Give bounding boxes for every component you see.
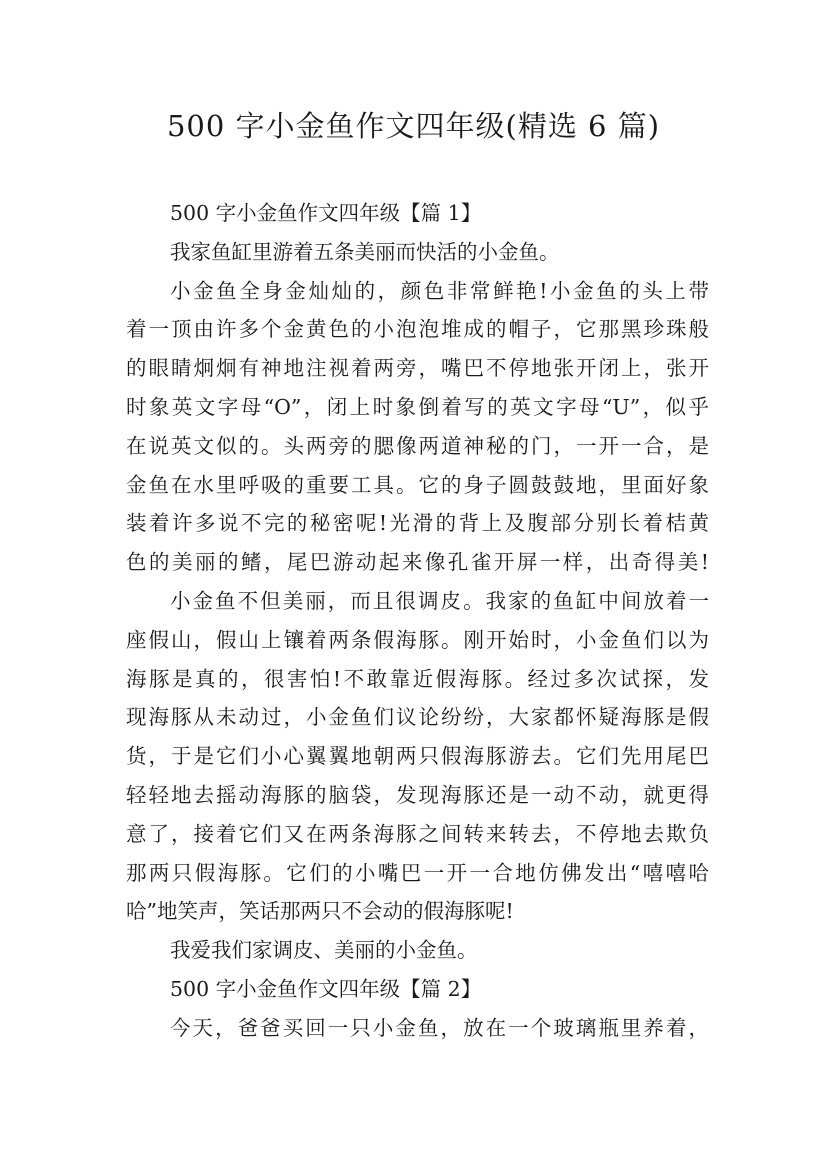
section-heading: 500 字小金鱼作文四年级【篇 2】 [170, 976, 482, 1001]
document-body [126, 194, 709, 1048]
text-line: 的眼睛炯炯有神地注视着两旁，嘴巴不停地张开闭上，张开 [126, 356, 709, 381]
text-line: 那两只假海豚。它们的小嘴巴一开一合地仿佛发出“嘻嘻哈 [126, 860, 709, 885]
text-line: 我家鱼缸里游着五条美丽而快活的小金鱼。 [170, 239, 560, 264]
text-line: 海豚是真的，很害怕!不敢靠近假海豚。经过多次试探，发 [126, 666, 709, 691]
text-line: 哈”地笑声，笑话那两只不会动的假海豚呢! [126, 899, 514, 924]
text-line: 今天，爸爸买回一只小金鱼，放在一个玻璃瓶里养着， [170, 1015, 709, 1040]
text-line: 座假山，假山上镶着两条假海豚。刚开始时，小金鱼们以为 [126, 627, 709, 652]
text-line: 金鱼在水里呼吸的重要工具。它的身子圆鼓鼓地，里面好象 [126, 472, 709, 497]
document-title: 500 字小金鱼作文四年级(精选 6 篇) [166, 109, 661, 143]
text-line: 在说英文似的。头两旁的腮像两道神秘的门，一开一合，是 [126, 433, 709, 458]
text-line: 意了，接着它们又在两条海豚之间转来转去，不停地去欺负 [126, 821, 709, 846]
text-line: 着一顶由许多个金黄色的小泡泡堆成的帽子，它那黑珍珠般 [126, 317, 709, 342]
text-line: 色的美丽的鳍，尾巴游动起来像孔雀开屏一样，出奇得美! [126, 550, 709, 575]
text-line: 现海豚从未动过，小金鱼们议论纷纷，大家都怀疑海豚是假 [126, 705, 709, 730]
section-heading: 500 字小金鱼作文四年级【篇 1】 [170, 201, 482, 225]
text-line: 我爱我们家调皮、美丽的小金鱼。 [170, 938, 478, 963]
text-line: 货，于是它们小心翼翼地朝两只假海豚游去。它们先用尾巴 [126, 744, 709, 769]
text-line: 小金鱼全身金灿灿的，颜色非常鲜艳!小金鱼的头上带 [170, 278, 709, 303]
text-line: 装着许多说不完的秘密呢!光滑的背上及腹部分别长着桔黄 [126, 511, 709, 536]
text-line: 小金鱼不但美丽，而且很调皮。我家的鱼缸中间放着一 [170, 588, 709, 613]
text-line: 时象英文字母“O”，闭上时象倒着写的英文字母“U”，似乎 [126, 394, 709, 419]
text-line: 轻轻地去摇动海豚的脑袋，发现海豚还是一动不动，就更得 [126, 782, 709, 807]
